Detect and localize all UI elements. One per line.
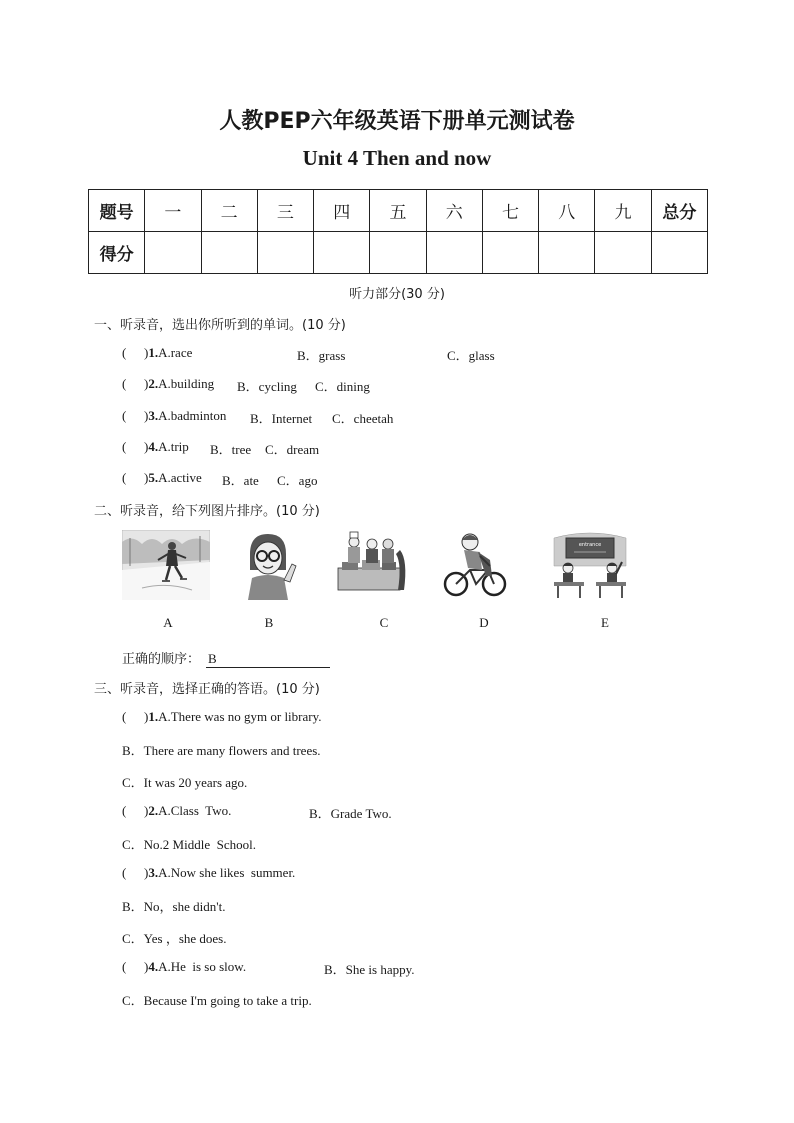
option-b: B．Grade Two. — [309, 806, 392, 821]
score-table-header-row — [89, 190, 708, 232]
blackboard-text: entrance — [578, 542, 602, 548]
score-cell[interactable] — [426, 232, 482, 274]
page-title: 人教PEP六年级英语下册单元测试卷 — [219, 109, 575, 134]
question-1-4: ( )4.A.trip — [122, 439, 189, 454]
option-c: C．glass — [447, 348, 495, 363]
question-3-3: ( )3.A.Now she likes summer. — [122, 865, 296, 880]
order-label: 正确的顺序： — [122, 652, 201, 667]
option-c: C．It was 20 years ago. — [122, 775, 248, 790]
question-1-1: ( )1.A.race — [122, 345, 193, 360]
option-c: C．dining — [315, 379, 370, 394]
score-header-cell: 七 — [482, 190, 538, 232]
score-cell[interactable] — [257, 232, 313, 274]
score-cell[interactable] — [482, 232, 538, 274]
score-header-cell: 题号 — [89, 190, 145, 232]
option-c: C．No.2 Middle School. — [122, 837, 256, 852]
score-header-cell: 八 — [539, 190, 595, 232]
question-3-1: ( )1.A.There was no gym or library. — [122, 709, 322, 724]
option-b: B．There are many flowers and trees. — [122, 743, 321, 758]
score-header-cell: 一 — [145, 190, 201, 232]
score-header-cell: 三 — [257, 190, 313, 232]
score-header-cell: 总分 — [651, 190, 707, 232]
score-cell[interactable] — [314, 232, 370, 274]
question-1-2: ( )2.A.building — [122, 376, 215, 391]
section-1-heading: 一、听录音，选出你所听到的单词。(10 分) — [94, 318, 346, 333]
section-2-heading: 二、听录音，给下列图片排序。(10 分) — [94, 504, 320, 519]
picture-label-d: D — [479, 615, 489, 630]
cycling-picture — [442, 530, 508, 600]
picture-label-b: B — [264, 615, 274, 630]
question-1-5: ( )5.A.active — [122, 470, 202, 485]
option-b: B．She is happy. — [324, 962, 415, 977]
option-c: C．ago — [277, 473, 318, 488]
option-c: C．Yes ，she does. — [122, 931, 227, 946]
score-header-cell: 六 — [426, 190, 482, 232]
option-b: B．tree — [210, 442, 252, 457]
unit-title: Unit 4 Then and now — [302, 146, 492, 170]
score-cell[interactable] — [539, 232, 595, 274]
picture-label-c: C — [379, 615, 389, 630]
skating-picture — [122, 530, 210, 600]
option-b: B．cycling — [237, 379, 297, 394]
score-table-score-row — [89, 232, 708, 274]
score-header-cell: 五 — [370, 190, 426, 232]
score-cell[interactable] — [201, 232, 257, 274]
option-b: B．Internet — [250, 411, 313, 426]
option-b: B．No，she didn't. — [122, 899, 226, 914]
option-c: C．Because I'm going to take a trip. — [122, 993, 312, 1008]
score-header-cell: 二 — [201, 190, 257, 232]
option-b: B．grass — [297, 348, 346, 363]
score-header-cell: 九 — [595, 190, 651, 232]
order-answer-field[interactable]: B — [206, 651, 330, 668]
question-3-4: ( )4.A.He is so slow. — [122, 959, 247, 974]
girl-picture — [240, 530, 300, 600]
score-cell[interactable] — [651, 232, 707, 274]
score-table — [88, 189, 708, 274]
option-c: C．cheetah — [332, 411, 394, 426]
question-1-3: ( )3.A.badminton — [122, 408, 227, 423]
section-3-heading: 三、听录音，选择正确的答语。(10 分) — [94, 682, 320, 697]
score-cell[interactable] — [145, 232, 201, 274]
score-cell[interactable] — [370, 232, 426, 274]
market-picture — [332, 530, 412, 600]
picture-label-e: E — [601, 615, 609, 630]
option-c: C．dream — [265, 442, 320, 457]
classroom-picture — [550, 530, 630, 600]
listening-section-note: 听力部分(30 分) — [349, 287, 445, 302]
order-answer-line — [122, 648, 330, 668]
score-row-label: 得分 — [89, 232, 145, 274]
picture-label-a: A — [163, 615, 173, 630]
option-b: B．ate — [222, 473, 259, 488]
question-3-2: ( )2.A.Class Two. — [122, 803, 232, 818]
score-cell[interactable] — [595, 232, 651, 274]
score-header-cell: 四 — [314, 190, 370, 232]
